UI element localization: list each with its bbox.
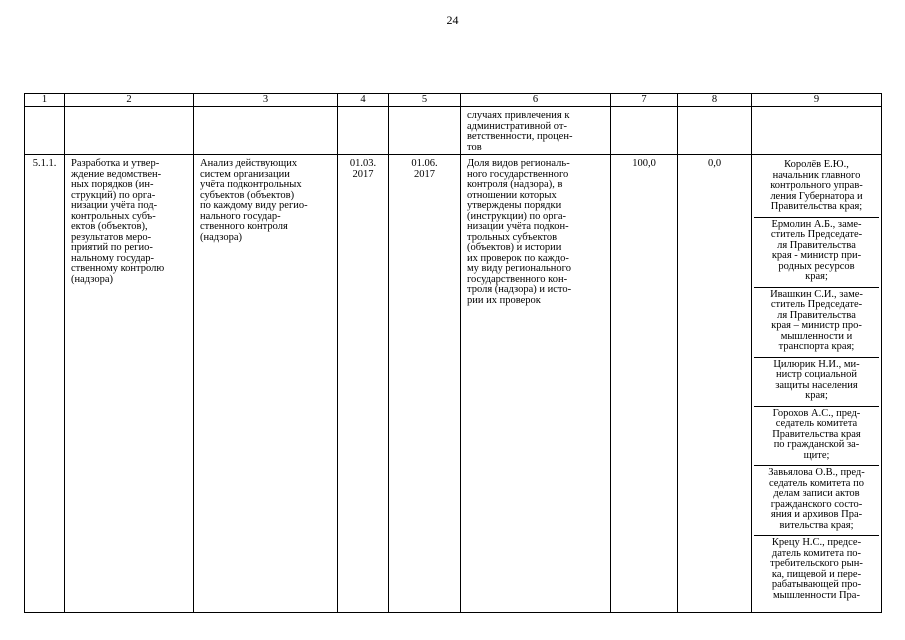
text-line: случаях привлечения к — [467, 110, 570, 121]
text-line: контроля (надзора), в — [467, 179, 563, 190]
text-line: административной от- — [467, 120, 567, 132]
end-date — [389, 155, 461, 613]
item-number: 5.1.1. — [25, 155, 65, 613]
text-line: государственного кон- — [467, 273, 568, 285]
column-number-1: 1 — [25, 94, 65, 107]
text-line: (надзора) — [71, 273, 113, 285]
text-line: 2017 — [352, 168, 374, 180]
text-line: систем организации — [200, 168, 290, 180]
text-line: Правительства края — [772, 428, 861, 440]
column-number-8: 8 — [678, 94, 752, 107]
text-line: результатов меро- — [71, 231, 152, 243]
responsible-person — [754, 466, 879, 536]
text-line: ветственности, процен- — [467, 131, 573, 142]
text-line: тов — [467, 141, 482, 153]
text-line: по каждому виду регио- — [200, 200, 308, 211]
text-line: защиты населения — [775, 379, 858, 391]
text-line: 01.03. — [349, 158, 377, 169]
table-row — [25, 155, 882, 613]
text-line: транспорта края; — [778, 341, 855, 352]
text-line: Анализ действующих — [200, 158, 298, 169]
text-line: субъектов (объектов) — [200, 189, 295, 201]
text-line: мышленности и — [780, 330, 853, 342]
responsible-person — [754, 407, 879, 467]
text-line: отношении которых — [467, 189, 557, 201]
text-line: края; — [805, 271, 828, 282]
responsible-person — [754, 358, 879, 407]
cell — [752, 107, 882, 155]
cell — [338, 107, 389, 155]
responsible-person — [754, 218, 879, 288]
text-line: утверждены порядки — [467, 200, 562, 211]
text-line: края - министр при- — [771, 250, 862, 261]
column-number-9: 9 — [752, 94, 882, 107]
text-line: делам записи актов — [773, 488, 860, 499]
cell — [611, 107, 678, 155]
text-line: их проверок по каждо- — [467, 252, 569, 264]
text-line: Крецу Н.С., предсе- — [771, 537, 862, 548]
column-number-row — [25, 94, 882, 107]
text-line: родных ресурсов — [778, 260, 855, 272]
text-line: (объектов) и истории — [467, 242, 562, 253]
text-line: струкций) по орга- — [71, 189, 156, 201]
text-line: Ивашкин С.И., заме- — [770, 288, 863, 300]
text-line: 01.06. — [411, 158, 438, 169]
text-line: учёта подконтрольных — [200, 179, 302, 190]
text-line: края; — [805, 390, 828, 401]
text-line: низации учёта подкон- — [467, 221, 569, 232]
text-line: седатель комитета — [775, 418, 858, 429]
text-line: ститель Председате- — [770, 299, 863, 310]
text-line: 2017 — [414, 168, 435, 180]
cell — [65, 107, 194, 155]
cell — [678, 107, 752, 155]
text-line: яния и архивов Пра- — [770, 509, 863, 520]
text-line: Правительства края; — [770, 201, 863, 212]
text-line: мышленности Пра- — [773, 589, 860, 601]
text-line: ектов (объектов), — [71, 221, 148, 232]
text-line: трольных субъектов — [467, 231, 558, 243]
text-line: контрольных субъ- — [71, 210, 156, 222]
text-line: приятий по регио- — [71, 242, 153, 253]
cell — [194, 107, 338, 155]
task-description — [65, 155, 194, 613]
text-line: рии их проверок — [467, 294, 541, 306]
expected-result — [194, 155, 338, 613]
cell — [389, 107, 461, 155]
text-line: Королёв Е.Ю., — [784, 159, 849, 170]
text-line: (инструкции) по орга- — [467, 210, 567, 222]
text-line: ных порядков (ин- — [71, 179, 154, 190]
continuation-row — [25, 107, 882, 155]
start-date — [338, 155, 389, 613]
text-line: ждение ведомствен- — [71, 168, 162, 180]
page-number: 24 — [446, 13, 459, 27]
text-line: низации учёта под- — [71, 200, 158, 211]
indicator-value-2: 0,0 — [678, 155, 752, 613]
text-line: ления Губернатора и — [770, 190, 863, 202]
text-line: требительского рын- — [770, 558, 863, 569]
text-line: ственного контроля — [200, 221, 288, 232]
text-line: Цилюрик Н.И., ми- — [773, 358, 860, 370]
text-line: гражданского состо- — [770, 498, 863, 510]
text-line: нальному государ- — [71, 252, 155, 264]
text-line: ка, пищевой и пере- — [771, 568, 862, 580]
text-line: Ермолин А.Б., заме- — [771, 218, 862, 230]
text-line: щите; — [803, 449, 830, 461]
responsible-person — [754, 157, 879, 218]
text-line: троля (надзора) и исто- — [467, 284, 572, 295]
column-number-4: 4 — [338, 94, 389, 107]
column-number-2: 2 — [65, 94, 194, 107]
text-line: вительства края; — [779, 519, 854, 531]
text-line: седатель комитета по — [769, 477, 864, 489]
plan-table — [24, 93, 882, 613]
text-line: Горохов А.С., пред- — [772, 407, 861, 419]
text-line: му виду регионального — [467, 263, 571, 274]
text-line: Завьялова О.В., пред- — [768, 467, 865, 478]
text-line: ного государственного — [467, 168, 569, 180]
text-line: нистр социальной — [776, 369, 857, 380]
cell — [25, 107, 65, 155]
text-line: Доля видов региональ- — [467, 158, 570, 169]
text-line: ля Правительства — [777, 239, 856, 251]
indicator-value-1: 100,0 — [611, 155, 678, 613]
continuation-indicator-text — [461, 107, 611, 155]
text-line: начальник главного — [772, 169, 861, 181]
text-line: края – министр про- — [771, 320, 862, 331]
text-line: датель комитета по- — [771, 547, 862, 559]
text-line: ститель Председате- — [770, 229, 863, 240]
text-line: нального государ- — [200, 210, 281, 222]
column-number-7: 7 — [611, 94, 678, 107]
text-line: ственному контролю — [71, 263, 165, 274]
column-number-6: 6 — [461, 94, 611, 107]
indicator-description — [461, 155, 611, 613]
responsible-person — [754, 288, 879, 358]
text-line: Разработка и утвер- — [71, 158, 160, 169]
text-line: рабатывающей про- — [771, 579, 862, 590]
column-number-3: 3 — [194, 94, 338, 107]
text-line: ля Правительства — [777, 309, 856, 321]
responsible-list — [752, 155, 882, 613]
text-line: по гражданской за- — [773, 439, 860, 450]
text-line: контрольного управ- — [770, 180, 863, 191]
text-line: (надзора) — [200, 231, 242, 243]
column-number-5: 5 — [389, 94, 461, 107]
responsible-person — [754, 536, 879, 605]
